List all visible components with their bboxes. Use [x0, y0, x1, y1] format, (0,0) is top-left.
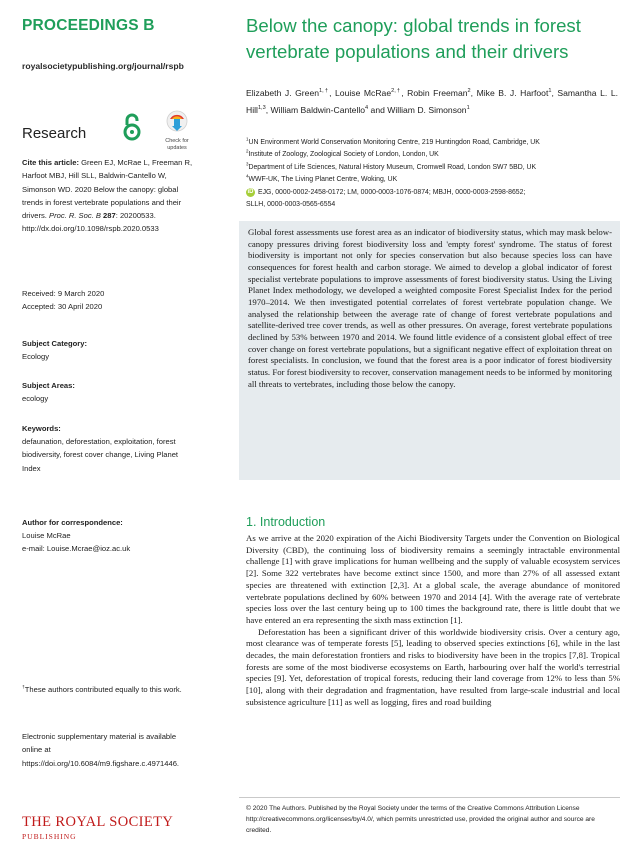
affiliation-number: 4 [246, 173, 249, 179]
check-for-updates-label-2: updates [167, 145, 187, 151]
journal-name: PROCEEDINGS B [22, 17, 155, 34]
section-label: Research [22, 125, 87, 142]
cite-text: Green EJ, McRae L, Freeman R, Harfoot MBJ, Hill SLL, Baldwin-Cantello W, Simonson WD. 2020 Below the canopy: global trends in forest vertebrate populations and their drivers. [22, 158, 193, 221]
subject-category-value: Ecology [22, 352, 50, 361]
author-name: Louise McRae [335, 88, 392, 98]
correspondence-label: Author for correspondence: [22, 518, 123, 527]
author-name: Samantha L. L. Hill [246, 88, 618, 115]
orcid-icon: iD [247, 188, 254, 195]
author-separator: , [265, 104, 271, 115]
affiliation-number: 1 [246, 136, 249, 142]
subject-areas-label: Subject Areas: [22, 381, 75, 390]
equal-contribution-footnote [22, 683, 182, 696]
article-title: Below the canopy: global trends in forest vertebrate populations and their drivers [246, 15, 581, 62]
subject-category-label: Subject Category: [22, 339, 87, 348]
affiliation-text: UN Environment World Conservation Monitoring Centre, 219 Huntingdon Road, Cambridge, UK [248, 139, 540, 146]
orcid-block [246, 187, 618, 212]
orcid-line-2[interactable]: SLLH, 0000-0003-0565-6554 [246, 201, 336, 209]
author-affiliation-mark: 1 [548, 88, 552, 95]
author-affiliation-mark: 1,3 [257, 104, 266, 111]
author-separator: , [470, 88, 477, 98]
affiliation [246, 162, 618, 174]
keywords-value: defaunation, deforestation, exploitation, forest biodiversity, forest cover change, Living Planet Index [22, 437, 179, 473]
subject-areas-value: ecology [22, 394, 49, 403]
cite-label: Cite this article: [22, 158, 79, 167]
publisher-sub: PUBLISHING [22, 832, 77, 841]
correspondence-email-link[interactable]: e-mail: Louise.Mcrae@ioz.ac.uk [22, 544, 131, 553]
author-affiliation-mark: 2,† [391, 88, 402, 95]
author-name: Elizabeth J. Green [246, 88, 320, 98]
author-separator: , [551, 88, 558, 98]
publisher-logo: THE ROYAL SOCIETY [22, 814, 174, 830]
affiliation [246, 174, 618, 186]
citation-block [22, 156, 200, 236]
affiliation-list [246, 137, 618, 186]
affiliation-text: WWF-UK, The Living Planet Centre, Woking, UK [248, 175, 398, 183]
license-text: © 2020 The Authors. Published by the Royal Society under the terms of the Creative Commons Attribution License http://creativecommons.org/licenses/by/4.0/, which permits unrestricted use, provided the original author and source are credited. [246, 805, 595, 835]
journal-url-link[interactable]: royalsocietypublishing.org/journal/rspb [22, 61, 184, 71]
check-for-updates-badge[interactable] [162, 110, 192, 151]
affiliation-text: Department of Life Sciences, Natural History Museum, Cromwell Road, London SW7 5BD, UK [248, 163, 537, 171]
affiliation-text: Institute of Zoology, Zoological Society of London, London, UK [248, 151, 439, 159]
accepted-date: Accepted: 30 April 2020 [22, 302, 103, 311]
author-affiliation-mark: 1 [466, 104, 470, 111]
affiliation [246, 137, 618, 149]
footnote-text: These authors contributed equally to this work. [24, 685, 182, 694]
received-date: Received: 9 March 2020 [22, 289, 105, 298]
author-name: Mike B. J. Harfoot [476, 88, 549, 98]
orcid-line-1[interactable]: EJG, 0000-0002-2458-0172; LM, 0000-0003-1076-0874; MBJH, 0000-0003-2598-8652; [258, 189, 526, 196]
license-divider [239, 797, 620, 798]
cite-volume: 287 [100, 211, 116, 221]
open-access-icon [122, 112, 142, 147]
cite-doi-link[interactable]: : 20200533. http://dx.doi.org/10.1098/rspb.2020.0533 [22, 211, 159, 234]
author-affiliation-mark: 2 [467, 88, 471, 95]
affiliation-number: 2 [246, 149, 249, 154]
affiliation-number: 3 [246, 161, 249, 167]
author-affiliation-mark: 1,† [319, 88, 330, 95]
correspondence-name: Louise McRae [22, 531, 71, 540]
author-separator: and [368, 104, 388, 115]
author-separator: , [401, 88, 408, 98]
abstract-text: Global forest assessments use forest area as an indicator of biodiversity status, which may mask below-canopy pressures driving forest biodiversity loss and 'empty forest' syndrome. The status of forest biodiversity is important not only for species conservation but also because species loss can have consequences for forest health and carbon storage. We aimed to develop a global indicator of forest specialist vertebrate populations to improve assessments of forest biodiversity status. Using the Living Planet Index methodology, we developed a weighted composite Forest Specialist Index for the period 1970–2014. We then investigated potential correlates of forest vertebrate population change. We analysed the relationship between the average rate of change of forest vertebrate populations and satellite-derived tree cover trends, as well as other pressures. On average, forest vertebrate populations declined by 53% between 1970 and 2014. We found little evidence of a consistent global effect of tree cover change on forest vertebrate populations, but a significant negative effect of exploitation threat on forest specialists. In conclusion, we found that the forest area is a poor indicator of forest biodiversity status. For forest biodiversity to recover, conservation management needs to be informed by monitoring all threats to vertebrates, including those below the canopy. [248, 227, 612, 389]
keywords-label: Keywords: [22, 424, 61, 433]
author-affiliation-mark: 4 [365, 104, 369, 111]
author-name: William Baldwin-Cantello [270, 104, 366, 115]
cite-journal: Proc. R. Soc. B [49, 211, 101, 221]
introduction-body [246, 533, 620, 709]
intro-paragraph-1: As we arrive at the 2020 expiration of the Aichi Biodiversity Targets under the Convention on Biological Diversity (CBD), the continuing loss of biodiversity remains a seemingly intractable environmental challenge [1] with grave implications for human wellbeing and the supply of valuable ecosystem services [2]. Some 322 vertebrates have become extinct since 1500, and more than 27% of all assessed extant species are threatened with extinction [2,3]. At a global scale, the average abundance of monitored vertebrate populations declined by 60% between 1970 and 2014 [4]. With the average rate of vertebrate species loss over the last century being up to 100 times the background rate, there is little doubt that we have entered an era representing the sixth mass extinction [1]. [246, 533, 620, 625]
intro-paragraph-2: Deforestation has been a significant driver of this worldwide biodiversity crisis. Over a century ago, most clearance was of temperate forests [5], leading to observed species extinctions [6], while in the last decades, the main deforestation frontiers and risks to biodiversity have been in the tropics [7,8]. Tropical forests are some of the most biodiverse ecosystems on Earth, harbouring over half the world's terrestrial species [9]. Yet, deforestation of tropical forests, reducing their land coverage from 12% to less than 5% [10], along with their degradation and fragmentation, have resulted from large-scale industrial and local subsistence agriculture [11] as well as logging, fires and road building [246, 626, 620, 707]
esm-note: Electronic supplementary material is available online at https://doi.org/10.6084/m9.figshare.c.4971446. [22, 732, 180, 768]
author-name: Robin Freeman [407, 88, 468, 98]
check-for-updates-icon [166, 110, 188, 132]
author-name: William D. Simonson [387, 104, 467, 115]
author-list [246, 85, 618, 118]
section-heading-introduction: 1. Introduction [246, 515, 326, 529]
affiliation [246, 149, 618, 161]
footnote-mark: † [22, 685, 25, 691]
author-separator: , [329, 88, 336, 98]
check-for-updates-label-1: Check for [165, 138, 189, 144]
